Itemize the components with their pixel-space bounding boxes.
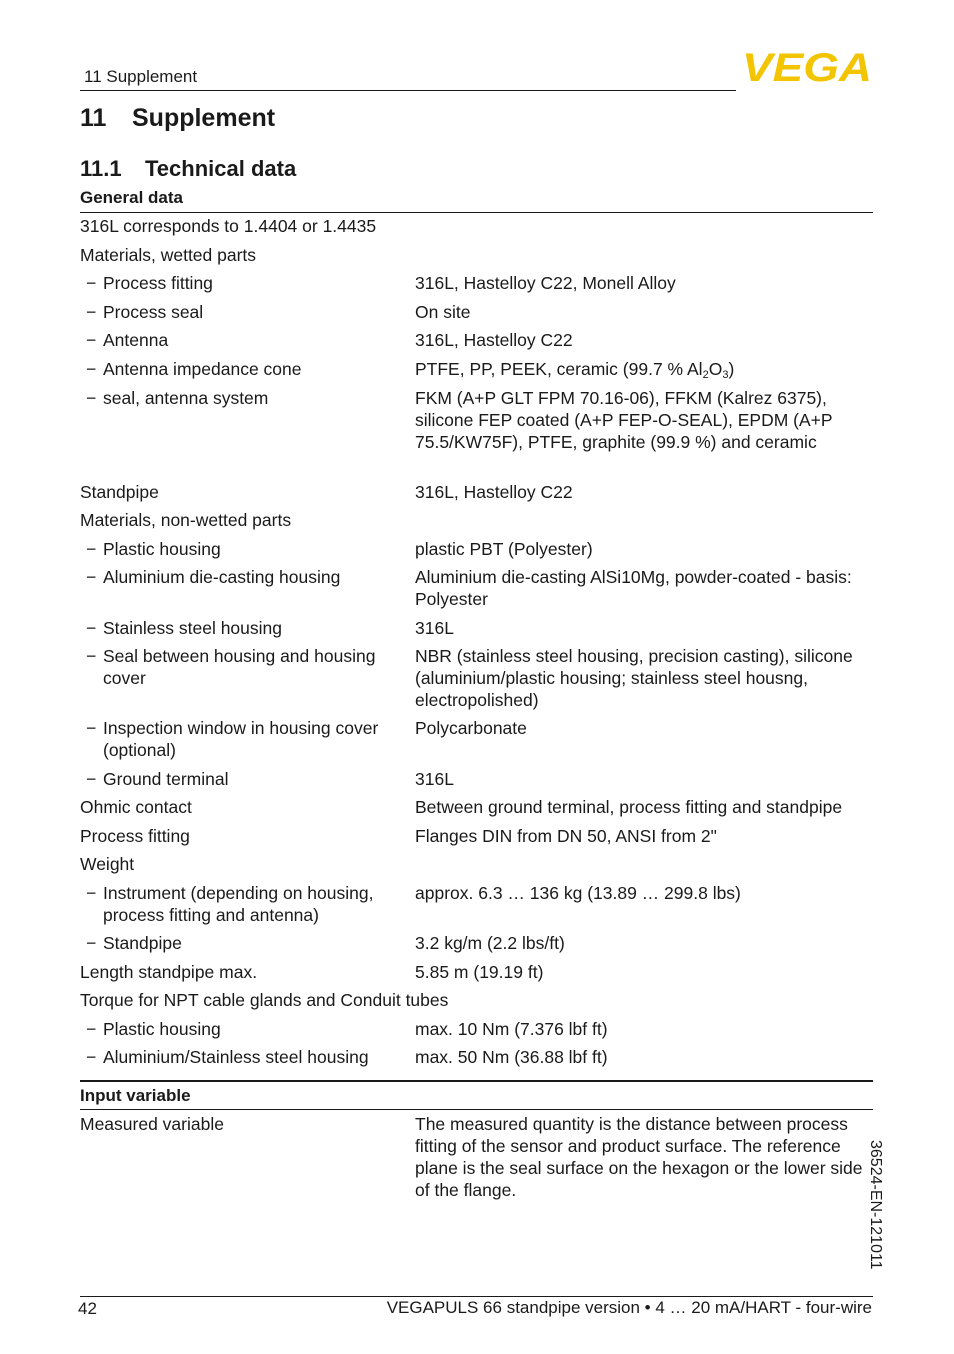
- chapter-number: 11: [80, 104, 107, 132]
- dash-bullet: −: [86, 883, 97, 903]
- spec-label: 316L corresponds to 1.4404 or 1.4435: [80, 216, 377, 236]
- dash-bullet: −: [86, 359, 97, 379]
- section-heading: [80, 156, 296, 182]
- general-data-divider: [80, 212, 873, 213]
- spec-label: − Standpipe: [86, 933, 182, 953]
- spec-label: − Seal between housing and housing cover: [86, 646, 376, 688]
- document-code: 36524-EN-121011: [867, 1140, 884, 1270]
- general-data-title: General data: [80, 188, 183, 207]
- dash-bullet: −: [86, 539, 97, 559]
- spec-label: Measured variable: [80, 1114, 224, 1134]
- chapter-heading: [80, 104, 275, 133]
- running-header: 11 Supplement: [84, 67, 198, 86]
- spec-label: Torque for NPT cable glands and Conduit tubes: [80, 990, 449, 1010]
- spec-value: 5.85 m (19.19 ft): [415, 962, 544, 982]
- spec-value: plastic PBT (Polyester): [415, 539, 593, 559]
- spec-value: max. 50 Nm (36.88 lbf ft): [415, 1047, 608, 1067]
- spec-label: Weight: [80, 854, 135, 874]
- spec-label: − Process seal: [86, 302, 204, 322]
- dash-bullet: −: [86, 646, 97, 666]
- dash-bullet: −: [86, 769, 97, 789]
- spec-value: The measured quantity is the distance between process fitting of the sensor and product surface. The reference plane is the seal surface on the hexagon or the lower side of the flange.: [415, 1114, 863, 1200]
- dash-bullet: −: [86, 388, 97, 408]
- input-variable-title: Input variable: [80, 1086, 191, 1105]
- spec-value: Aluminium die-casting AlSi10Mg, powder-coated - basis: Polyester: [415, 567, 852, 609]
- dash-bullet: −: [86, 933, 97, 953]
- spec-value: 316L, Hastelloy C22: [415, 482, 573, 502]
- spec-value: 316L, Hastelloy C22: [415, 330, 573, 350]
- section-title: Technical data: [145, 156, 297, 181]
- spec-label: − Antenna: [86, 330, 169, 350]
- header-divider: [80, 90, 736, 91]
- spec-label: − Aluminium/Stainless steel housing: [86, 1047, 369, 1067]
- footer-document-title: VEGAPULS 66 standpipe version • 4 … 20 mA/HART - four-wire: [386, 1298, 872, 1317]
- dash-bullet: −: [86, 302, 97, 322]
- dash-bullet: −: [86, 618, 97, 638]
- spec-value: 316L: [415, 769, 454, 789]
- spec-value: FKM (A+P GLT FPM 70.16-06), FFKM (Kalrez 6375), silicone FEP coated (A+P FEP-O-SEAL), EPDM (A+P 75.5/KW75F), PTFE, graphite (99.9 %) and ceramic: [415, 388, 833, 452]
- spec-label: − seal, antenna system: [86, 388, 269, 408]
- chapter-title: Supplement: [132, 104, 276, 132]
- input-variable-top-divider: [80, 1080, 873, 1082]
- spec-label: − Inspection window in housing cover (optional): [86, 718, 379, 760]
- dash-bullet: −: [86, 1047, 97, 1067]
- spec-label: Ohmic contact: [80, 797, 192, 817]
- spec-label: − Ground terminal: [86, 769, 229, 789]
- spec-label: Length standpipe max.: [80, 962, 258, 982]
- spec-label: Materials, non-wetted parts: [80, 510, 292, 530]
- spec-value: On site: [415, 302, 471, 322]
- spec-value: 3.2 kg/m (2.2 lbs/ft): [415, 933, 565, 953]
- vega-logo: [742, 50, 872, 84]
- spec-label: − Plastic housing: [86, 539, 221, 559]
- spec-label: − Stainless steel housing: [86, 618, 282, 638]
- spec-value: approx. 6.3 … 136 kg (13.89 … 299.8 lbs): [415, 883, 741, 903]
- spec-label: − Process fitting: [86, 273, 213, 293]
- spec-value: 316L, Hastelloy C22, Monell Alloy: [415, 273, 676, 293]
- spec-value: NBR (stainless steel housing, precision casting), silicone (aluminium/plastic housing; stainless steel housng, electropolished): [415, 646, 853, 710]
- spec-label: − Plastic housing: [86, 1019, 221, 1039]
- footer-divider: [80, 1296, 873, 1297]
- dash-bullet: −: [86, 567, 97, 587]
- svg-text:VEGA: VEGA: [742, 50, 872, 84]
- spec-value: PTFE, PP, PEEK, ceramic (99.7 % $Al_2O_3$): [415, 359, 735, 381]
- dash-bullet: −: [86, 718, 97, 738]
- spec-label: Standpipe: [80, 482, 159, 502]
- spec-value: Polycarbonate: [415, 718, 527, 738]
- dash-bullet: −: [86, 1019, 97, 1039]
- dash-bullet: −: [86, 273, 97, 293]
- spec-label: − Aluminium die-casting housing: [86, 567, 341, 587]
- spec-value: 316L: [415, 618, 454, 638]
- spec-label: − Instrument (depending on housing, process fitting and antenna): [86, 883, 374, 925]
- dash-bullet: −: [86, 330, 97, 350]
- spec-label: Materials, wetted parts: [80, 245, 257, 265]
- spec-label: − Antenna impedance cone: [86, 359, 302, 379]
- section-number: 11.1: [80, 156, 122, 181]
- spec-value: Flanges DIN from DN 50, ANSI from 2": [415, 826, 717, 846]
- input-variable-divider: [80, 1109, 873, 1110]
- spec-label: Process fitting: [80, 826, 190, 846]
- spec-value: Between ground terminal, process fitting and standpipe: [415, 797, 843, 817]
- spec-value: max. 10 Nm (7.376 lbf ft): [415, 1019, 608, 1039]
- page-number: 42: [78, 1299, 97, 1318]
